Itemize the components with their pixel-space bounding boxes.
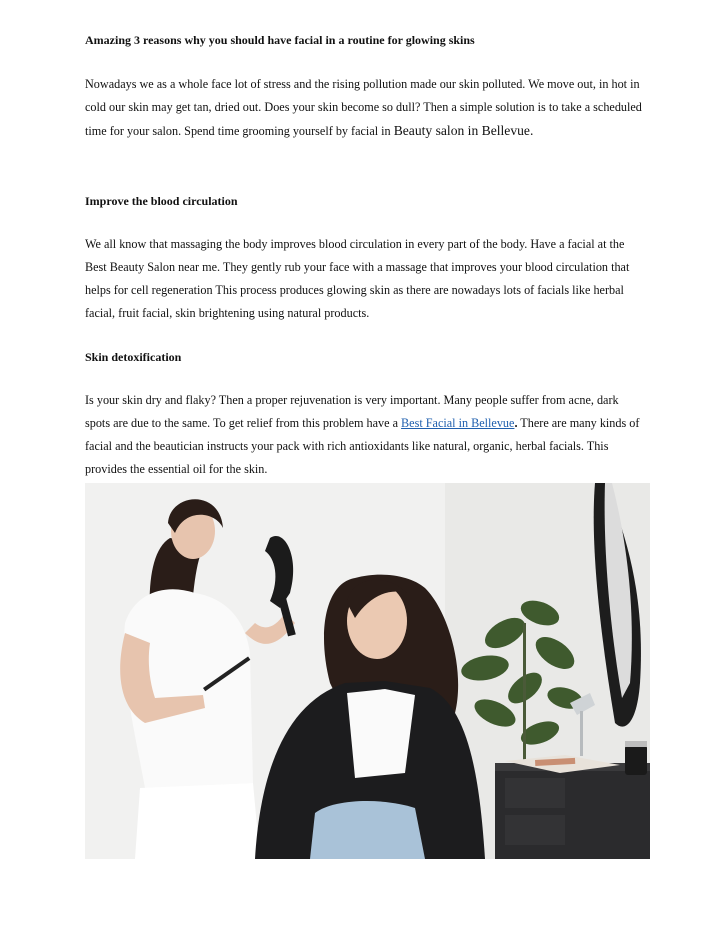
jar	[625, 745, 647, 775]
intro-paragraph	[85, 73, 645, 143]
salon-photo	[85, 483, 650, 859]
stylist-pants	[135, 783, 260, 859]
best-facial-link[interactable]: Best Facial in Bellevue	[401, 416, 515, 430]
plant-stem	[523, 623, 526, 773]
intro-text: Nowadays we as a whole face lot of stress and the rising pollution made our skin polluted. We move out, in hot in cold our skin may get tan, dried out. Does your skin become so dull? Then a simple solution is to take a scheduled time for your salon. Spend time grooming yourself by facial in	[85, 77, 642, 138]
intro-end: .	[529, 123, 534, 138]
section-body-circulation: We all know that massaging the body improves blood circulation in every part of the body. Have a facial at the Best Beauty Salon near me. They gently rub your face with a massage that improves your blood circulation that helps for cell regeneration This process produces glowing skin as there are nowadays lots of facials like herbal facial, fruit facial, skin brightening using natural products.	[85, 237, 630, 320]
salon-illustration	[85, 483, 650, 859]
detox-link-after: .	[514, 416, 518, 430]
section-heading-detox: Skin detoxification	[85, 350, 182, 364]
section-body-detox	[85, 389, 645, 481]
client-jeans	[310, 801, 425, 859]
detox-text-before: Is your skin dry and flaky? Then a proper rejuvenation is very important. Many people suffer from acne, dark spots are due to the same. To get relief from this problem have a	[85, 393, 619, 430]
document-title: Amazing 3 reasons why you should have facial in a routine for glowing skins	[85, 33, 475, 47]
client-shirt	[347, 689, 415, 778]
section-heading-circulation: Improve the blood circulation	[85, 194, 238, 208]
lamp-stand	[580, 711, 583, 756]
intro-emphasis: Beauty salon in Bellevue	[393, 123, 530, 138]
detox-text-after: There are many kinds of facial and the beautician instructs your pack with rich antioxidants like natural, organic, herbal facials. This provides the essential oil for the skin.	[85, 416, 640, 476]
